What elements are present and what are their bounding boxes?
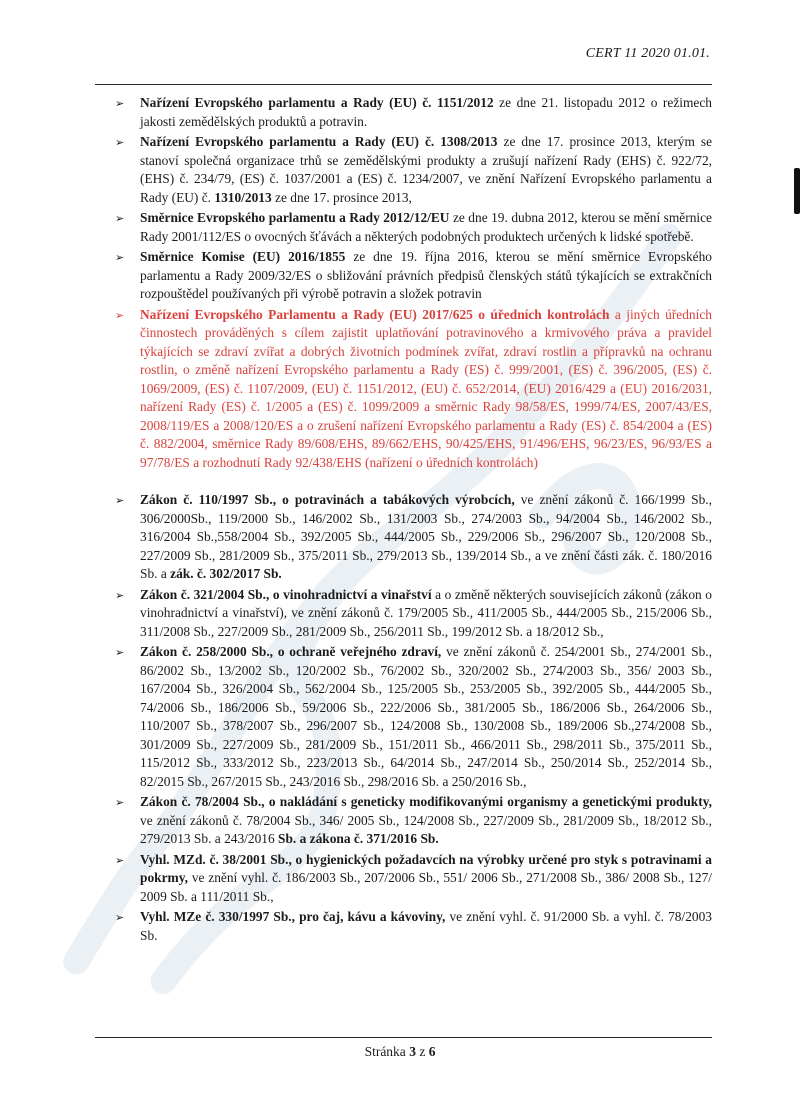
bullet-arrow-icon: ➢ [115,854,125,867]
list-item [100,209,712,246]
list-item [100,491,712,584]
footer-total-pages: 6 [428,1044,436,1059]
list-item [100,248,712,304]
bullet-arrow-icon: ➢ [115,495,125,507]
bullet-arrow-icon: ➢ [115,252,125,264]
regulation-list [100,94,712,947]
list-item [100,586,712,642]
bullet-arrow-icon: ➢ [115,912,125,924]
page-footer [0,1044,800,1060]
list-item [100,851,712,907]
bullet-arrow-icon: ➢ [115,213,125,225]
list-item-text: Zákon č. 258/2000 Sb., o ochraně veřejného zdraví, ve znění zákonů č. 254/2001 Sb., 274/2001 Sb., 86/2002 Sb., 13/2002 Sb., 120/2002 Sb., 76/2002 Sb., 320/2002 Sb., 274/2003 Sb., 356/ 2003 Sb., 167/2004 Sb., 326/2004 Sb., 562/2004 Sb., 125/2005 Sb., 253/2005 Sb., 392/2005 Sb., 444/2005 Sb., 74/2006 Sb., 186/2006 Sb., 59/2006 Sb., 222/2006 Sb., 381/2005 Sb., 186/2006 Sb., 264/2006 Sb., 110/2007 Sb., 378/2007 Sb., 296/2007 Sb., 124/2008 Sb., 130/2008 Sb., 189/2006 Sb.,274/2008 Sb., 301/2009 Sb., 227/2009 Sb., 281/2009 Sb., 151/2011 Sb., 466/2011 Sb., 298/2011 Sb., 375/2011 Sb., 115/2012 Sb., 333/2012 Sb., 223/2013 Sb., 64/2014 Sb., 247/2014 Sb., 250/2014 Sb., 252/2014 Sb., 82/2015 Sb., 267/2015 Sb., 243/2016 Sb., 298/2016 Sb. a 250/2016 Sb., [140,644,712,789]
list-item [100,94,712,131]
list-item [100,643,712,791]
list-item-text: Směrnice Komise (EU) 2016/1855 ze dne 19. října 2016, kterou se mění směrnice Evropského parlamentu a Rady 2009/32/ES o sbližování právních předpisů členských států týkajících se extrakčních rozpouštědel používaných při výrobě potravin a složek potravin [140,249,712,301]
list-item-text: Zákon č. 321/2004 Sb., o vinohradnictví a vinařství a o změně některých souvisejících zákonů (zákon o vinohradnictví a vinařství), ve znění zákonů č. 179/2005 Sb., 411/2005 Sb., 444/2005 Sb., 215/2006 Sb., 311/2008 Sb., 227/2009 Sb., 281/2009 Sb., 256/2011 Sb., 199/2012 Sb. a 18/2012 Sb., [140,586,712,639]
bullet-arrow-icon: ➢ [115,98,125,110]
list-item-text: Směrnice Evropského parlamentu a Rady 2012/12/EU ze dne 19. dubna 2012, kterou se mění směrnice Rady 2001/112/ES o ovocných šťávách a některých podobných produktech určených k lidské spotřebě. [140,210,712,244]
list-item [100,133,712,207]
footer-rule [95,1037,712,1038]
header-rule [95,84,712,85]
list-item-text: Vyhl. MZd. č. 38/2001 Sb., o hygienických požadavcích na výrobky určené pro styk s potravinami a pokrmy, ve znění vyhl. č. 186/2003 Sb., 207/2006 Sb., 551/ 2006 Sb., 271/2008 Sb., 386/ 2008 Sb., 127/ 2009 Sb. a 111/2011 Sb., [140,851,712,904]
list-item-text: Zákon č. 78/2004 Sb., o nakládání s geneticky modifikovanými organismy a genetickými produkty, ve znění zákonů č. 78/2004 Sb., 346/ 2005 Sb., 124/2008 Sb., 227/2009 Sb., 281/2009 Sb., 18/2012 Sb., 279/2013 Sb. a 243/2016 Sb. a zákona č. 371/2016 Sb. [140,794,712,846]
document-code: CERT 11 2020 01.01. [585,46,710,61]
scan-artifact [794,168,800,214]
list-item-text: Nařízení Evropského Parlamentu a Rady (EU) 2017/625 o úředních kontrolách a jiných úředních činnostech prováděných s cílem zajistit uplatňování potravinového a krmivového práva a pravidel týkajících se zdraví zvířat a dobrých životních podmínek zvířat, zdraví rostlin a přípravků na ochranu rostlin, o změně nařízení Evropského parlamentu a Rady (ES) č. 999/2001, (ES) č. 396/2005, (ES) č. 1069/2009, (ES) č. 1107/2009, (EU) č. 1151/2012, (EU) č. 652/2014, (EU) 2016/429 a (EU) 2016/2031, nařízení Rady (ES) č. 1/2005 a (ES) č. 1099/2009 a směrnic Rady 98/58/ES, 1999/74/ES, 2007/43/ES, 2008/119/ES a 2008/120/ES a o zrušení nařízení Evropského parlamentu a Rady (ES) č. 854/2004 a (ES) č. 882/2004, směrnice Rady 89/608/EHS, 89/662/EHS, 90/425/EHS, 91/496/EHS, 96/23/ES, 96/93/ES a 97/78/ES a rozhodnutí Rady 92/438/EHS (nařízení o úředních kontrolách) [140,306,712,470]
list-item-text: Vyhl. MZe č. 330/1997 Sb., pro čaj, kávu a kávoviny, ve znění vyhl. č. 91/2000 Sb. a vyhl. č. 78/2003 Sb. [140,909,712,943]
list-item-text: Nařízení Evropského parlamentu a Rady (EU) č. 1308/2013 ze dne 17. prosince 2013, kterým se stanoví společná organizace trhů se zemědělskými produkty a zrušují nařízení Rady (EHS) č. 922/72, (EHS) č. 234/79, (ES) č. 1037/2001 a (ES) č. 1234/2007, ve znění Nařízení Evropského parlamentu a Rady (EU) č. 1310/2013 ze dne 17. prosince 2013, [140,134,713,205]
footer-page-number: 3 [409,1044,416,1059]
bullet-arrow-icon: ➢ [115,309,125,322]
bullet-arrow-icon: ➢ [115,797,125,809]
list-item-text: Nařízení Evropského parlamentu a Rady (EU) č. 1151/2012 ze dne 21. listopadu 2012 o režimech jakosti zemědělských produktů a potravin. [140,95,712,129]
list-item-text: Zákon č. 110/1997 Sb., o potravinách a tabákových výrobcích, ve znění zákonů č. 166/1999 Sb., 306/2000Sb., 119/2000 Sb., 146/2002 Sb., 131/2003 Sb., 274/2003 Sb., 94/2004 Sb., 146/2002 Sb., 316/2004 Sb.,558/2004 Sb., 392/2005 Sb., 444/2005 Sb., 229/2006 Sb., 296/2007 Sb., 120/2008 Sb., 227/2009 Sb., 281/2009 Sb., 375/2011 Sb., 279/2013 Sb., 139/2014 Sb., a ve znění části zák. č. 180/2016 Sb. a zák. č. 302/2017 Sb. [140,492,712,581]
list-item [100,306,712,473]
bullet-arrow-icon: ➢ [115,647,125,659]
list-item [100,908,712,945]
bullet-arrow-icon: ➢ [115,589,125,602]
footer-label: Stránka [364,1044,406,1059]
list-item [100,793,712,849]
footer-separator: z [419,1044,426,1059]
bullet-arrow-icon: ➢ [115,137,125,149]
